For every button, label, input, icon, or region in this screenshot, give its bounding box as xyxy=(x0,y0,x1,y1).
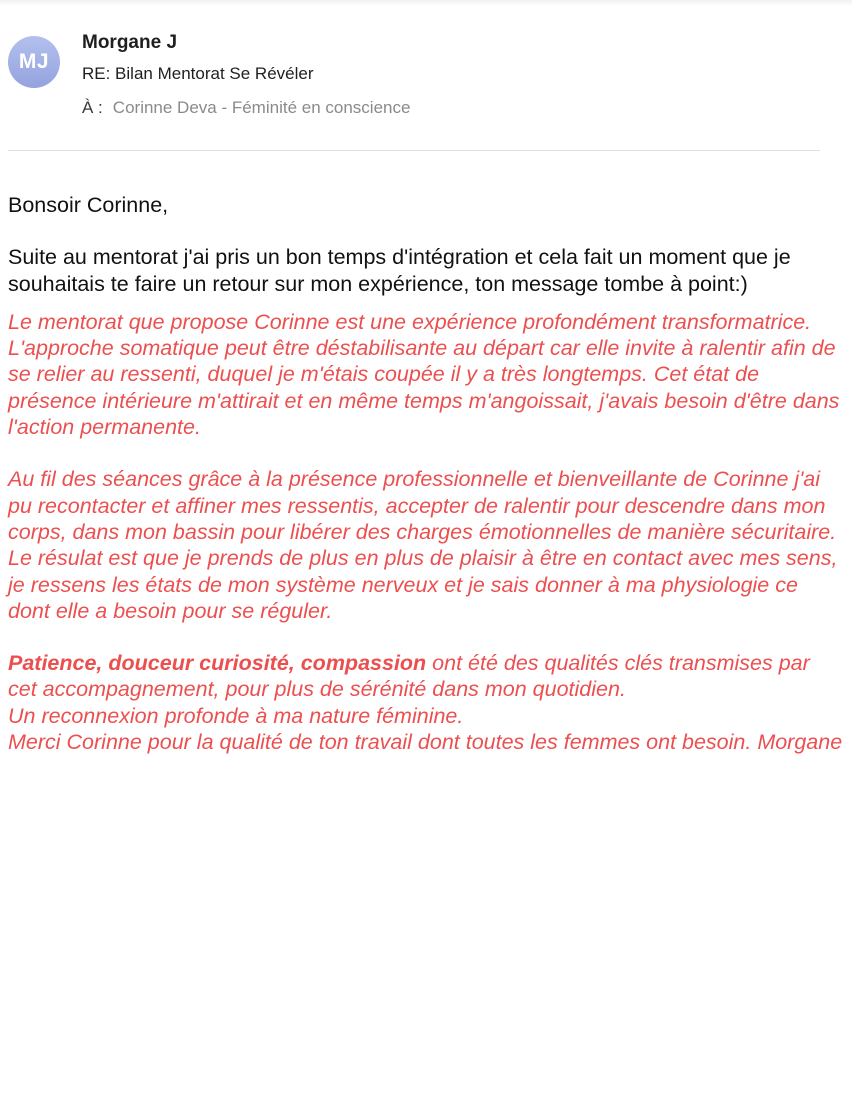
testimonial-p2-line2: Le résulat est que je prends de plus en plus de plaisir à être en contact avec mes sens, je ressens les états de mon système nerveux et je sais donner à ma physiologie ce dont elle a besoin pour se réguler. xyxy=(8,546,838,623)
qualities-rest: ont été des qualités clés transmises par cet accompagnement, pour plus de sérénité dans mon quotidien. xyxy=(8,651,810,702)
testimonial-p3-line3: Merci Corinne pour la qualité de ton travail dont toutes les femmes ont besoin. Morgane xyxy=(8,730,843,755)
intro-paragraph: Suite au mentorat j'ai pris un bon temps d'intégration et cela fait un moment que je souhaitais te faire un retour sur mon expérience, ton message tombe à point:) xyxy=(8,245,791,296)
testimonial xyxy=(8,309,844,755)
to-label: À : xyxy=(82,98,103,117)
testimonial-p1-line2: L'approche somatique peut être déstabilisante au départ car elle invite à ralentir afin de se relier au ressenti, duquel je m'étais coupée il y a très longtemps. Cet état de présence intérieure m'attirait et en même temps m'angoissait, j'avais besoin d'être dans l'action permanente. xyxy=(8,336,840,440)
sender-avatar[interactable]: MJ xyxy=(8,36,60,88)
testimonial-p3-line1 xyxy=(8,650,844,703)
testimonial-p3-line2: Un reconnexion profonde à ma nature féminine. xyxy=(8,703,464,728)
header-divider xyxy=(8,150,820,151)
sender-name[interactable]: Morgane J xyxy=(82,32,178,53)
qualities-bold: Patience, douceur curiosité, compassion xyxy=(8,651,427,676)
paragraph-gap xyxy=(8,624,844,650)
email-header xyxy=(8,30,820,150)
greeting: Bonsoir Corinne, xyxy=(8,193,169,217)
email-meta xyxy=(82,30,802,120)
email-subject: RE: Bilan Mentorat Se Révéler xyxy=(82,64,314,83)
window-top-edge xyxy=(0,0,852,6)
testimonial-p1-line1: Le mentorat que propose Corinne est une expérience profondément transformatrice. xyxy=(8,309,812,334)
email-body xyxy=(8,192,844,755)
recipient-name[interactable]: Corinne Deva - Féminité en conscience xyxy=(112,98,411,117)
testimonial-p2-line1: Au fil des séances grâce à la présence professionnelle et bienveillante de Corinne j'ai pu recontacter et affiner mes ressentis, accepter de ralentir pour descendre dans mon corps, dans mon bassin pour libérer des charges émotionnelles de manière sécuritaire. xyxy=(8,467,837,544)
paragraph-gap xyxy=(8,440,844,466)
recipient-row xyxy=(82,96,802,120)
